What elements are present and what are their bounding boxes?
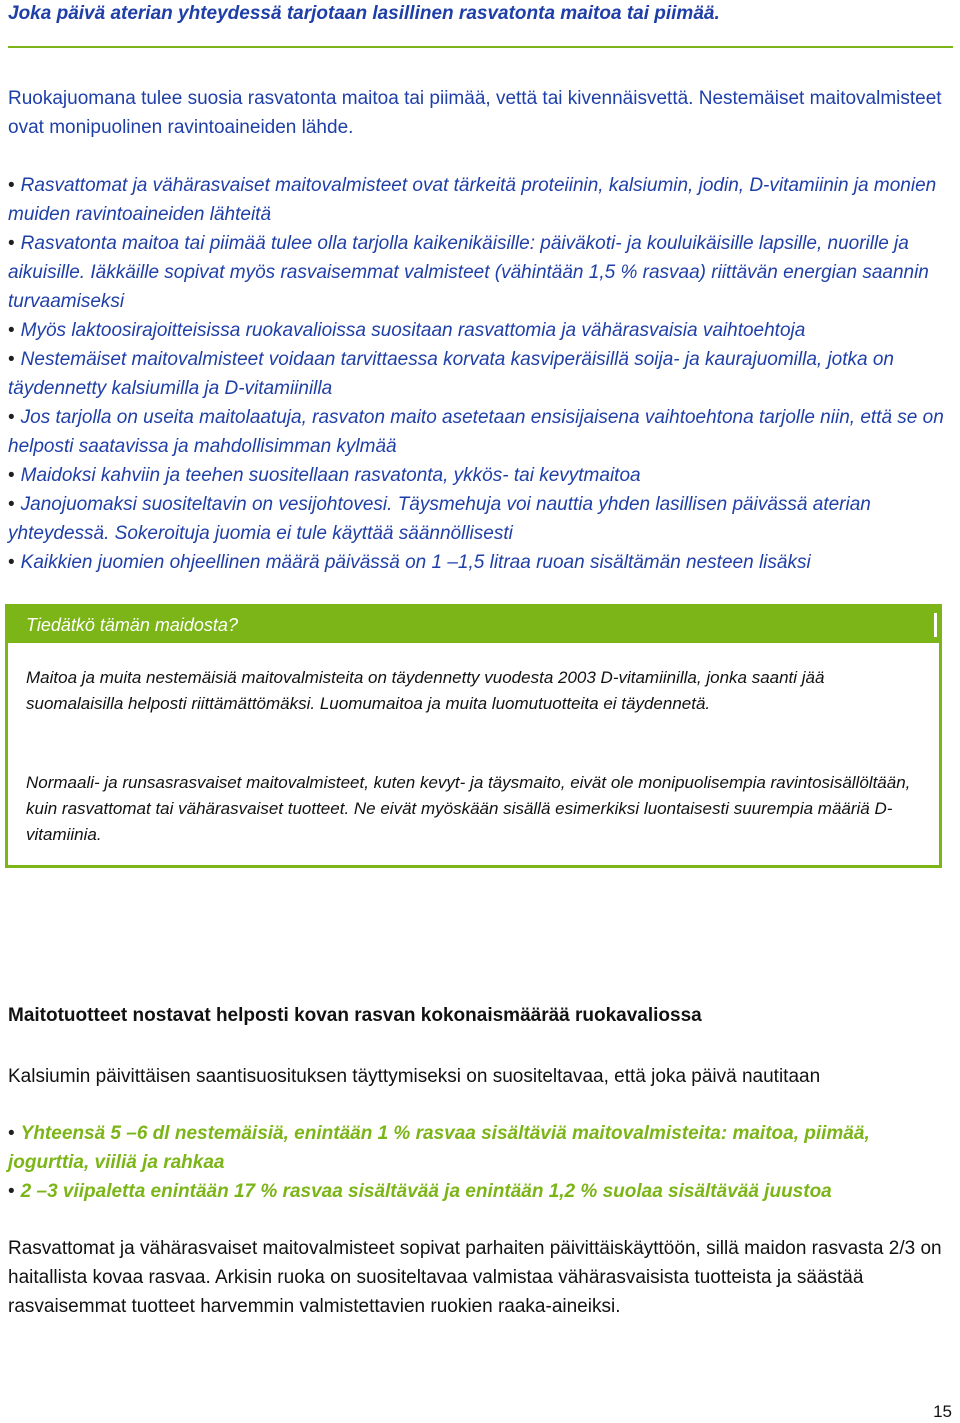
bullet-text: Rasvattomat ja vähärasvaiset maitovalmisteet ovat tärkeitä proteiinin, kalsiumin, jodin, D-vitamiinin ja monien muiden ravintoaineiden lähteitä [8, 175, 937, 225]
intro-paragraph: Ruokajuomana tulee suosia rasvatonta maitoa tai piimää, vettä tai kivennäisvettä. Nestemäiset maitovalmisteet ovat monipuolinen ravintoaineiden lähde. [8, 88, 942, 138]
list-item [8, 461, 953, 490]
bullet-text: Yhteensä 5 –6 dl nestemäisiä, enintään 1 % rasvaa sisältäviä maitovalmisteita: maitoa, piimää, jogurttia, viiliä ja rahkaa [8, 1123, 870, 1173]
list-item [8, 548, 953, 577]
divider [8, 46, 953, 48]
list-item [8, 229, 953, 316]
page-number: 15 [933, 1402, 952, 1421]
info-box [5, 604, 942, 868]
closing-paragraph: Rasvattomat ja vähärasvaiset maitovalmisteet sopivat parhaiten päivittäiskäyttöön, sillä maidon rasvasta 2/3 on haitallista kovaa rasvaa. Arkisin ruoka on suositeltavaa valmistaa vähärasvaisista tuotteista ja säästää rasvaisemmat tuotteet harvemmin valmistettavien ruokien raaka-aineiksi. [8, 1238, 942, 1317]
section-intro: Kalsiumin päivittäisen saantisuosituksen täyttymiseksi on suositeltavaa, että joka päivä nautitaan [8, 1066, 821, 1087]
bullet-icon: • [8, 1181, 15, 1202]
section-heading: Maitotuotteet nostavat helposti kovan rasvan kokonaismäärää ruokavaliossa [8, 1005, 702, 1026]
list-item [8, 490, 953, 548]
bullet-icon: • [8, 407, 15, 428]
info-box-paragraph: Maitoa ja muita nestemäisiä maitovalmisteita on täydennetty vuodesta 2003 D-vitamiinilla, jonka saanti jää suomalaisilla helposti riittämättömäksi. Luomumaitoa ja muita luomutuotteita ei täydennetä. [26, 668, 825, 713]
bullet-icon: • [8, 1123, 15, 1144]
bullet-text: Janojuomaksi suositeltavin on vesijohtovesi. Täysmehuja voi nauttia yhden lasillisen päivässä aterian yhteydessä. Sokeroituja juomia ei tule käyttää säännöllisesti [8, 494, 871, 544]
bullet-icon: • [8, 465, 15, 486]
bullet-icon: • [8, 349, 15, 370]
list-item [8, 403, 953, 461]
info-box-paragraph: Normaali- ja runsasrasvaiset maitovalmisteet, kuten kevyt- ja täysmaito, eivät ole monipuolisempia ravintosisällöltään, kuin rasvattomat tai vähärasvaiset tuotteet. Ne eivät myöskään sisällä esimerkiksi luontaisesti suurempia määriä D-vitamiinia. [26, 773, 911, 844]
bullet-icon: • [8, 175, 15, 196]
bullet-text: 2 –3 viipaletta enintään 17 % rasvaa sisältävää ja enintään 1,2 % suolaa sisältävää juustoa [20, 1181, 832, 1202]
bullet-text: Maidoksi kahviin ja teehen suositellaan rasvatonta, ykkös- tai kevytmaitoa [20, 465, 641, 486]
bullet-icon: • [8, 494, 15, 515]
top-heading: Joka päivä aterian yhteydessä tarjotaan lasillinen rasvatonta maitoa tai piimää. [8, 3, 720, 24]
bullet-icon: • [8, 233, 15, 254]
list-item [8, 316, 953, 345]
bullet-icon: • [8, 320, 15, 341]
bullet-text: Jos tarjolla on useita maitolaatuja, rasvaton maito asetetaan ensisijaisena vaihtoehtona tarjolle niin, että se on helposti saatavissa ja mahdollisimman kylmää [8, 407, 944, 457]
info-box-header: Tiedätkö tämän maidosta? [8, 607, 939, 643]
bullet-text: Rasvatonta maitoa tai piimää tulee olla tarjolla kaikenikäisille: päiväkoti- ja kouluikäisille lapsille, nuorille ja aikuisille. Iäkkäille sopivat myös rasvaisemmat valmisteet (vähintään 1,5 % rasvaa) riittävän energian saannin turvaamiseksi [8, 233, 929, 312]
bullet-text: Kaikkien juomien ohjeellinen määrä päivässä on 1 –1,5 litraa ruoan sisältämän nesteen lisäksi [20, 552, 811, 573]
bullet-icon: • [8, 552, 15, 573]
header-mark [934, 613, 937, 637]
bullet-text: Nestemäiset maitovalmisteet voidaan tarvittaessa korvata kasviperäisillä soija- ja kaurajuomilla, jotka on täydennetty kalsiumilla ja D-vitamiinilla [8, 349, 894, 399]
list-item [8, 171, 953, 229]
list-item [8, 1177, 953, 1206]
list-item [8, 345, 953, 403]
list-item [8, 1119, 953, 1177]
bullet-text: Myös laktoosirajoitteisissa ruokavalioissa suositaan rasvattomia ja vähärasvaisia vaihtoehtoja [20, 320, 806, 341]
